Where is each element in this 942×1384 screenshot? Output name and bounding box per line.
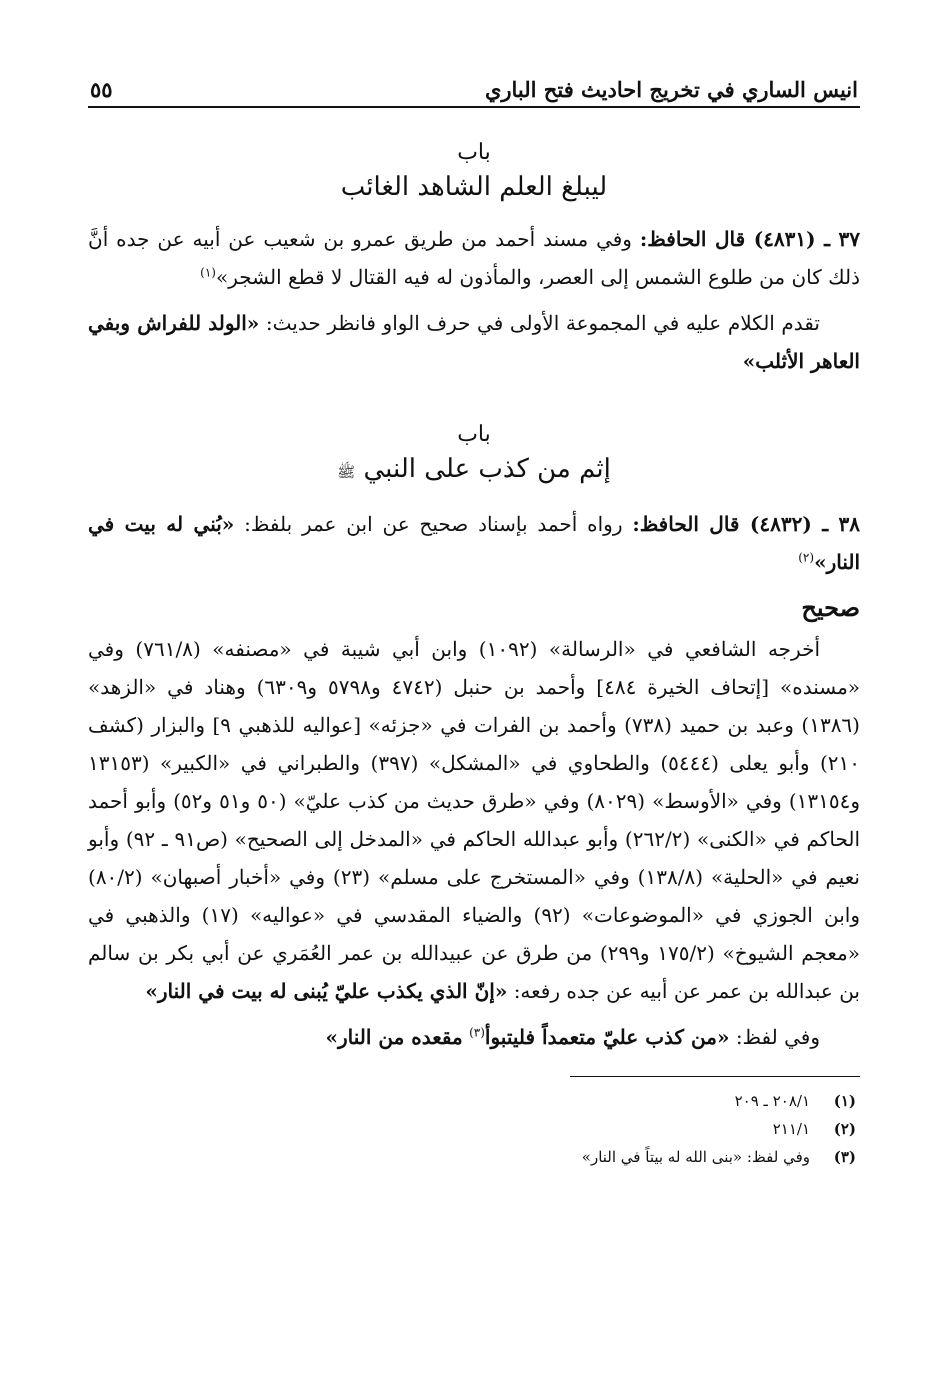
running-header — [88, 62, 860, 108]
footnote-text: ٢٠٨/١ ـ ٢٠٩ — [734, 1092, 810, 1110]
commentary-text: تقدم الكلام عليه في المجموعة الأولى في حرف الواو فانظر حديث: — [265, 311, 820, 335]
footnote-text: ٢١١/١ — [772, 1120, 810, 1138]
variant-prefix: وفي لفظ: — [735, 1025, 820, 1049]
footnote-number: (١) — [833, 1092, 856, 1110]
entry-text: رواه أحمد بإسناد صحيح عن ابن عمر بلفظ: — [244, 512, 623, 536]
quoted-hadith-part-a: «من كذب عليّ متعمداً فليتبوأ — [484, 1025, 730, 1049]
chapter-heading-2 — [88, 420, 860, 491]
page-number: ٥٥ — [90, 77, 113, 102]
footnote-item — [88, 1115, 860, 1143]
chapter-title: ليبلغ العلم الشاهد الغائب — [340, 172, 608, 202]
quoted-hadith: «بُني له بيت في النار» — [88, 512, 860, 574]
document-page — [88, 62, 860, 1362]
salutation-glyph: ﷺ — [337, 463, 356, 481]
footnote-separator — [570, 1076, 860, 1077]
takhrij-text: أخرجه الشافعي في «الرسالة» (١٠٩٢) وابن أبي شيبة في «مصنفه» (٧٦١/٨) وفي «مسنده» [إتحاف الخيرة ٤٨٤] وأحمد بن حنبل (٤٧٤٢ و٥٧٩٨ و٦٣٠٩) وهناد في «الزهد» (١٣٨٦) وعبد بن حميد (٧٣٨) وأحمد بن الفرات في «جزئه» [عواليه للذهبي ٩] والبزار (كشف ٢١٠) وأبو يعلى (٥٤٤٤) والطحاوي في «المشكل» (٣٩٧) والطبراني في «الكبير» (١٣١٥٣ و١٣١٥٤) وفي «الأوسط» (٨٠٢٩) وفي «طرق حديث من كذب عليّ» (٥٠ و٥١ و٥٢) وأبو أحمد الحاكم في «الكنى» (٢٦٢/٢) وأبو عبدالله الحاكم في «المدخل إلى الصحيح» (ص٩١ ـ ٩٢) وأبو نعيم في «الحلية» (١٣٨/٨) وفي «المستخرج على مسلم» (٢٣) وفي «أخبار أصبهان» (٨٠/٢) وابن الجوزي في «الموضوعات» (٩٢) والضياء المقدسي في «عواليه» (١٧) والذهبي في «معجم الشيوخ» (١٧٥/٢ و٢٩٩) من طرق عن عبيدالله بن عمر العُمَري عن أبي بكر بن سالم بن عبدالله بن عمر عن أبيه عن جده رفعه: — [88, 637, 861, 1003]
running-title: انيس الساري في تخريج احاديث فتح الباري — [484, 77, 858, 102]
takhrij-paragraph — [88, 630, 860, 1010]
chapter-title — [88, 450, 860, 491]
chapter-title-text: إثم من كذب على النبي — [363, 454, 611, 484]
hadith-entry-38 — [88, 505, 860, 581]
footnote-number: (٢) — [833, 1120, 856, 1138]
footnotes — [88, 1087, 860, 1171]
footnote-ref[interactable]: (٣) — [469, 1025, 485, 1040]
footnote-ref[interactable]: (٢) — [798, 550, 815, 565]
hadith-entry-37 — [88, 220, 860, 296]
footnote-ref[interactable]: (١) — [200, 265, 216, 280]
variant-wording-paragraph — [88, 1018, 860, 1056]
commentary-paragraph — [88, 304, 860, 380]
chapter-label: باب — [457, 422, 491, 447]
footnote-item — [88, 1087, 860, 1115]
chapter-label: باب — [457, 140, 491, 165]
footnote-number: (٣) — [833, 1148, 856, 1166]
entry-number: ٣٧ ـ (٤٨٣١) قال الحافظ: — [639, 227, 860, 251]
entry-text: وفي مسند أحمد من طريق عمرو بن شعيب عن أبيه عن جده أنَّ ذلك كان من طلوع الشمس إلى العصر، والمأذون له فيه القتال لا قطع الشجر» — [88, 227, 860, 289]
quoted-hadith: «إنّ الذي يكذب عليّ يُبنى له بيت في النار» — [145, 979, 508, 1003]
entry-number: ٣٨ ـ (٤٨٣٢) قال الحافظ: — [632, 512, 860, 536]
hadith-grade: صحيح — [801, 593, 860, 622]
footnote-text: وفي لفظ: «بنى الله له بيتاً في النار» — [581, 1148, 810, 1166]
quoted-hadith: «الولد للفراش وبفي العاهر الأثلب» — [88, 311, 860, 373]
footnote-item — [88, 1143, 860, 1171]
chapter-heading-1 — [88, 138, 860, 206]
quoted-hadith-part-b: مقعده من النار» — [325, 1025, 463, 1049]
